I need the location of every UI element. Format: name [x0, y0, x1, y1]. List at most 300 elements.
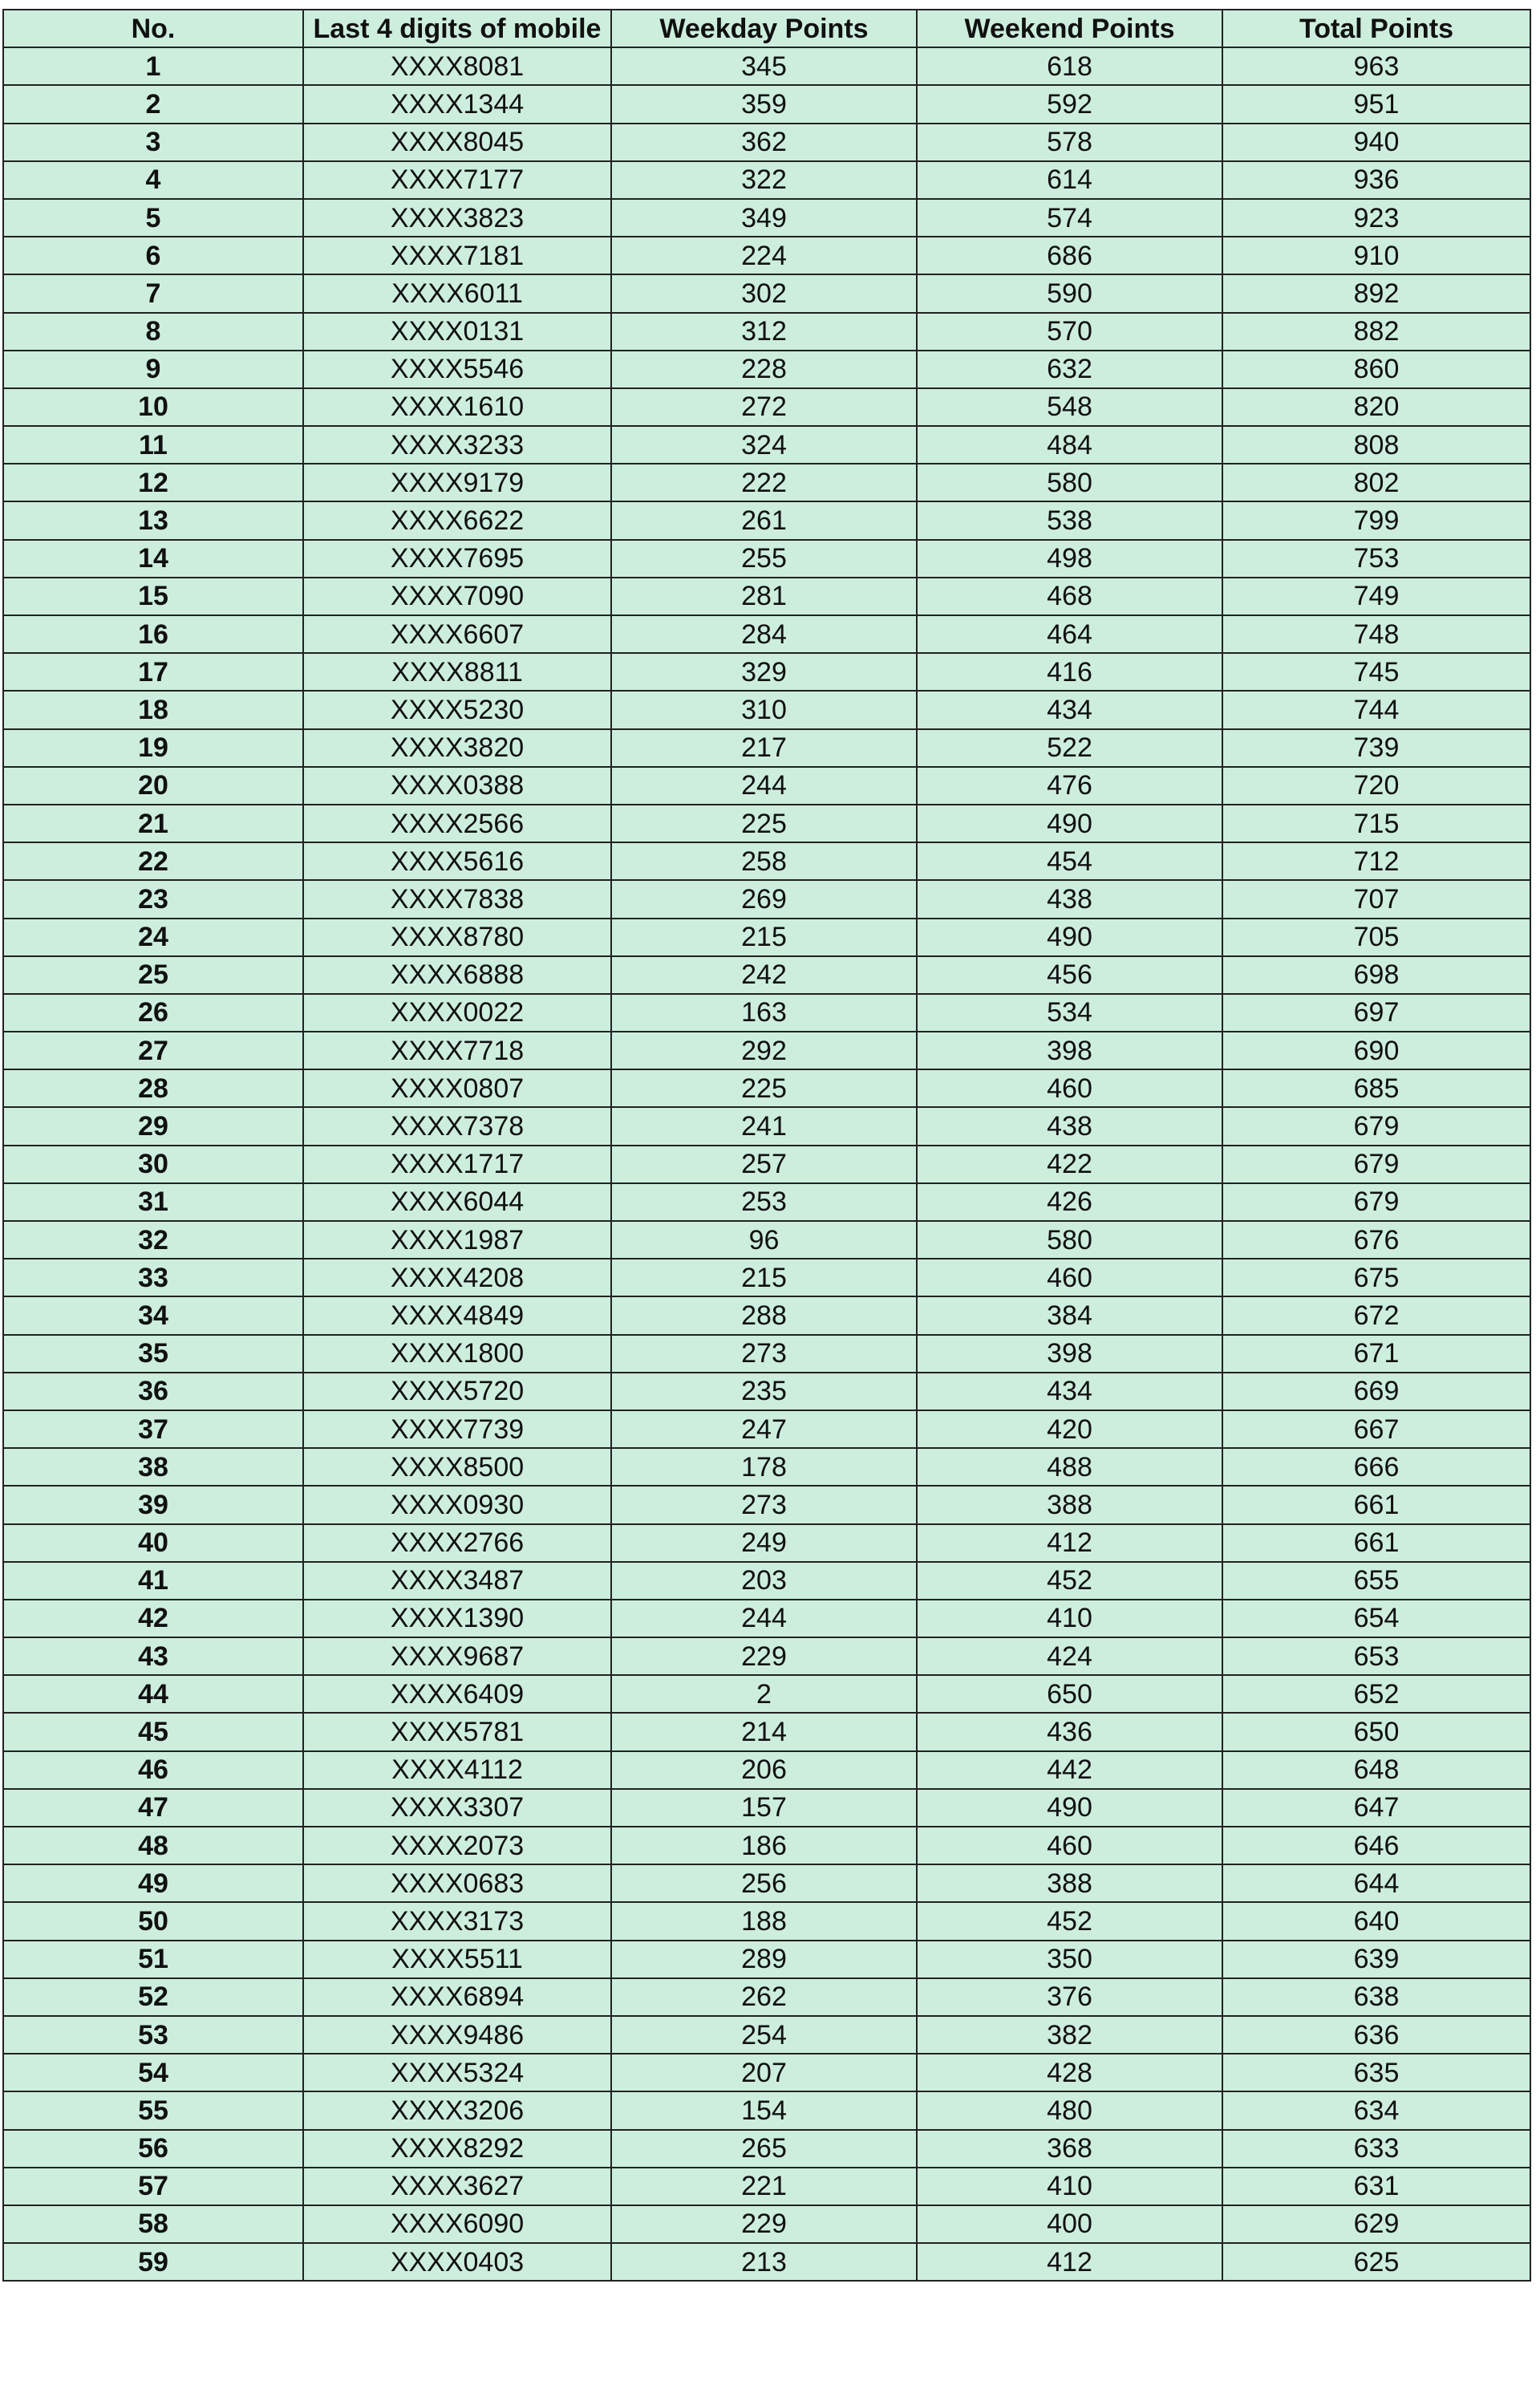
table-row	[3, 880, 1530, 918]
cell-weekday-points: 257	[611, 1146, 917, 1183]
cell-weekend-points: 460	[917, 1259, 1222, 1296]
cell-total-points: 671	[1222, 1335, 1530, 1373]
table-row	[3, 729, 1530, 767]
cell-mobile-digits: XXXX4849	[303, 1296, 611, 1334]
cell-weekday-points: 2	[611, 1675, 917, 1713]
cell-weekend-points: 442	[917, 1751, 1222, 1789]
table-row	[3, 1789, 1530, 1827]
table-row	[3, 426, 1530, 464]
table-row	[3, 464, 1530, 501]
cell-weekend-points: 456	[917, 956, 1222, 994]
cell-weekend-points: 398	[917, 1032, 1222, 1069]
cell-weekday-points: 215	[611, 1259, 917, 1296]
cell-mobile-digits: XXXX0683	[303, 1864, 611, 1902]
cell-mobile-digits: XXXX6622	[303, 501, 611, 539]
cell-weekday-points: 206	[611, 1751, 917, 1789]
cell-mobile-digits: XXXX7739	[303, 1410, 611, 1448]
cell-total-points: 679	[1222, 1146, 1530, 1183]
cell-no: 42	[3, 1600, 303, 1637]
cell-weekend-points: 416	[917, 653, 1222, 691]
cell-mobile-digits: XXXX3820	[303, 729, 611, 767]
cell-no: 31	[3, 1183, 303, 1221]
table-row	[3, 1069, 1530, 1107]
cell-weekend-points: 686	[917, 237, 1222, 274]
cell-weekday-points: 247	[611, 1410, 917, 1448]
cell-mobile-digits: XXXX5230	[303, 691, 611, 728]
cell-weekday-points: 229	[611, 2205, 917, 2243]
cell-no: 49	[3, 1864, 303, 1902]
cell-no: 47	[3, 1789, 303, 1827]
cell-mobile-digits: XXXX8780	[303, 919, 611, 956]
cell-total-points: 629	[1222, 2205, 1530, 2243]
cell-weekday-points: 217	[611, 729, 917, 767]
table-row	[3, 1524, 1530, 1562]
cell-weekday-points: 322	[611, 161, 917, 199]
table-row	[3, 2168, 1530, 2205]
cell-no: 30	[3, 1146, 303, 1183]
cell-weekday-points: 324	[611, 426, 917, 464]
cell-weekend-points: 410	[917, 2168, 1222, 2205]
cell-mobile-digits: XXXX1800	[303, 1335, 611, 1373]
header-weekday-points: Weekday Points	[611, 10, 917, 47]
table-row	[3, 351, 1530, 388]
cell-no: 41	[3, 1562, 303, 1600]
cell-total-points: 636	[1222, 2016, 1530, 2054]
table-row	[3, 199, 1530, 237]
cell-no: 38	[3, 1448, 303, 1486]
table-row	[3, 1751, 1530, 1789]
cell-no: 1	[3, 47, 303, 85]
cell-mobile-digits: XXXX0388	[303, 767, 611, 805]
cell-total-points: 653	[1222, 1637, 1530, 1675]
cell-no: 4	[3, 161, 303, 199]
cell-total-points: 744	[1222, 691, 1530, 728]
table-row	[3, 1675, 1530, 1713]
cell-total-points: 666	[1222, 1448, 1530, 1486]
cell-mobile-digits: XXXX1610	[303, 388, 611, 426]
cell-mobile-digits: XXXX0131	[303, 313, 611, 351]
cell-no: 53	[3, 2016, 303, 2054]
cell-weekday-points: 345	[611, 47, 917, 85]
cell-weekday-points: 213	[611, 2243, 917, 2281]
cell-weekday-points: 288	[611, 1296, 917, 1334]
cell-weekday-points: 188	[611, 1902, 917, 1940]
cell-weekday-points: 253	[611, 1183, 917, 1221]
cell-no: 15	[3, 578, 303, 615]
cell-total-points: 661	[1222, 1486, 1530, 1523]
table-row	[3, 1296, 1530, 1334]
header-no: No.	[3, 10, 303, 47]
cell-mobile-digits: XXXX5324	[303, 2054, 611, 2091]
cell-total-points: 690	[1222, 1032, 1530, 1069]
cell-no: 54	[3, 2054, 303, 2091]
cell-total-points: 654	[1222, 1600, 1530, 1637]
cell-no: 40	[3, 1524, 303, 1562]
table-row	[3, 994, 1530, 1032]
cell-weekday-points: 225	[611, 1069, 917, 1107]
cell-no: 36	[3, 1373, 303, 1410]
cell-weekend-points: 476	[917, 767, 1222, 805]
cell-mobile-digits: XXXX0807	[303, 1069, 611, 1107]
cell-mobile-digits: XXXX4208	[303, 1259, 611, 1296]
cell-mobile-digits: XXXX5781	[303, 1713, 611, 1750]
table-row	[3, 1032, 1530, 1069]
cell-no: 6	[3, 237, 303, 274]
table-row	[3, 1637, 1530, 1675]
table-row	[3, 919, 1530, 956]
cell-weekday-points: 310	[611, 691, 917, 728]
table-row	[3, 1486, 1530, 1523]
cell-mobile-digits: XXXX7838	[303, 880, 611, 918]
cell-no: 56	[3, 2130, 303, 2168]
cell-mobile-digits: XXXX8292	[303, 2130, 611, 2168]
cell-weekday-points: 262	[611, 1978, 917, 2016]
table-row	[3, 578, 1530, 615]
cell-mobile-digits: XXXX6044	[303, 1183, 611, 1221]
cell-weekday-points: 272	[611, 388, 917, 426]
table-row	[3, 653, 1530, 691]
cell-total-points: 860	[1222, 351, 1530, 388]
cell-mobile-digits: XXXX5511	[303, 1941, 611, 1978]
cell-mobile-digits: XXXX7378	[303, 1107, 611, 1145]
table-row	[3, 1410, 1530, 1448]
cell-total-points: 749	[1222, 578, 1530, 615]
cell-mobile-digits: XXXX7090	[303, 578, 611, 615]
cell-mobile-digits: XXXX3206	[303, 2091, 611, 2129]
cell-weekend-points: 614	[917, 161, 1222, 199]
cell-weekend-points: 376	[917, 1978, 1222, 2016]
cell-total-points: 923	[1222, 199, 1530, 237]
cell-no: 18	[3, 691, 303, 728]
cell-weekday-points: 241	[611, 1107, 917, 1145]
cell-weekday-points: 224	[611, 237, 917, 274]
cell-no: 55	[3, 2091, 303, 2129]
cell-total-points: 648	[1222, 1751, 1530, 1789]
cell-total-points: 646	[1222, 1827, 1530, 1864]
cell-weekend-points: 452	[917, 1562, 1222, 1600]
cell-weekend-points: 618	[917, 47, 1222, 85]
table-row	[3, 1562, 1530, 1600]
cell-no: 34	[3, 1296, 303, 1334]
cell-no: 45	[3, 1713, 303, 1750]
cell-total-points: 802	[1222, 464, 1530, 501]
table-row	[3, 2130, 1530, 2168]
cell-total-points: 647	[1222, 1789, 1530, 1827]
table-body	[3, 47, 1530, 2281]
cell-no: 29	[3, 1107, 303, 1145]
cell-weekend-points: 400	[917, 2205, 1222, 2243]
cell-total-points: 963	[1222, 47, 1530, 85]
cell-mobile-digits: XXXX6607	[303, 615, 611, 653]
cell-weekday-points: 261	[611, 501, 917, 539]
cell-weekend-points: 422	[917, 1146, 1222, 1183]
cell-weekend-points: 434	[917, 1373, 1222, 1410]
cell-no: 5	[3, 199, 303, 237]
cell-weekday-points: 281	[611, 578, 917, 615]
cell-weekend-points: 490	[917, 919, 1222, 956]
cell-weekday-points: 225	[611, 805, 917, 842]
cell-weekend-points: 438	[917, 880, 1222, 918]
cell-weekday-points: 269	[611, 880, 917, 918]
cell-weekend-points: 522	[917, 729, 1222, 767]
cell-total-points: 808	[1222, 426, 1530, 464]
cell-mobile-digits: XXXX6888	[303, 956, 611, 994]
cell-total-points: 633	[1222, 2130, 1530, 2168]
cell-no: 58	[3, 2205, 303, 2243]
table-row	[3, 615, 1530, 653]
table-row	[3, 2054, 1530, 2091]
cell-mobile-digits: XXXX6409	[303, 1675, 611, 1713]
cell-weekday-points: 214	[611, 1713, 917, 1750]
table-row	[3, 1373, 1530, 1410]
table-row	[3, 2016, 1530, 2054]
cell-no: 50	[3, 1902, 303, 1940]
cell-total-points: 799	[1222, 501, 1530, 539]
cell-weekday-points: 229	[611, 1637, 917, 1675]
cell-total-points: 936	[1222, 161, 1530, 199]
cell-total-points: 625	[1222, 2243, 1530, 2281]
cell-mobile-digits: XXXX1390	[303, 1600, 611, 1637]
table-row	[3, 274, 1530, 312]
cell-total-points: 712	[1222, 842, 1530, 880]
cell-no: 44	[3, 1675, 303, 1713]
cell-weekend-points: 412	[917, 1524, 1222, 1562]
table-row	[3, 237, 1530, 274]
cell-total-points: 631	[1222, 2168, 1530, 2205]
table-row	[3, 388, 1530, 426]
cell-no: 26	[3, 994, 303, 1032]
cell-total-points: 675	[1222, 1259, 1530, 1296]
cell-weekend-points: 574	[917, 199, 1222, 237]
cell-total-points: 882	[1222, 313, 1530, 351]
cell-weekend-points: 398	[917, 1335, 1222, 1373]
header-row	[3, 10, 1530, 47]
table-row	[3, 1448, 1530, 1486]
cell-weekend-points: 590	[917, 274, 1222, 312]
cell-mobile-digits: XXXX4112	[303, 1751, 611, 1789]
cell-mobile-digits: XXXX7718	[303, 1032, 611, 1069]
cell-weekday-points: 222	[611, 464, 917, 501]
cell-weekend-points: 580	[917, 464, 1222, 501]
cell-mobile-digits: XXXX6011	[303, 274, 611, 312]
cell-no: 23	[3, 880, 303, 918]
cell-mobile-digits: XXXX3627	[303, 2168, 611, 2205]
cell-mobile-digits: XXXX1717	[303, 1146, 611, 1183]
cell-weekend-points: 436	[917, 1713, 1222, 1750]
cell-no: 25	[3, 956, 303, 994]
cell-mobile-digits: XXXX6894	[303, 1978, 611, 2016]
cell-weekday-points: 265	[611, 2130, 917, 2168]
table-row	[3, 501, 1530, 539]
cell-mobile-digits: XXXX8811	[303, 653, 611, 691]
cell-no: 37	[3, 1410, 303, 1448]
cell-total-points: 820	[1222, 388, 1530, 426]
cell-mobile-digits: XXXX1344	[303, 85, 611, 123]
cell-total-points: 644	[1222, 1864, 1530, 1902]
cell-mobile-digits: XXXX7177	[303, 161, 611, 199]
table-row	[3, 1600, 1530, 1637]
cell-total-points: 640	[1222, 1902, 1530, 1940]
cell-weekend-points: 534	[917, 994, 1222, 1032]
cell-weekday-points: 186	[611, 1827, 917, 1864]
cell-weekend-points: 424	[917, 1637, 1222, 1675]
cell-weekday-points: 312	[611, 313, 917, 351]
cell-no: 43	[3, 1637, 303, 1675]
cell-weekday-points: 258	[611, 842, 917, 880]
cell-no: 2	[3, 85, 303, 123]
cell-no: 16	[3, 615, 303, 653]
cell-weekend-points: 384	[917, 1296, 1222, 1334]
cell-mobile-digits: XXXX5546	[303, 351, 611, 388]
cell-total-points: 753	[1222, 540, 1530, 578]
cell-mobile-digits: XXXX0022	[303, 994, 611, 1032]
cell-weekday-points: 254	[611, 2016, 917, 2054]
cell-weekday-points: 215	[611, 919, 917, 956]
cell-mobile-digits: XXXX3233	[303, 426, 611, 464]
cell-no: 12	[3, 464, 303, 501]
header-total-points: Total Points	[1222, 10, 1530, 47]
cell-weekend-points: 412	[917, 2243, 1222, 2281]
cell-weekday-points: 255	[611, 540, 917, 578]
cell-weekend-points: 434	[917, 691, 1222, 728]
cell-mobile-digits: XXXX5616	[303, 842, 611, 880]
cell-weekday-points: 292	[611, 1032, 917, 1069]
cell-total-points: 667	[1222, 1410, 1530, 1448]
table-row	[3, 1864, 1530, 1902]
cell-weekend-points: 580	[917, 1221, 1222, 1259]
cell-weekend-points: 382	[917, 2016, 1222, 2054]
table-row	[3, 1827, 1530, 1864]
cell-weekday-points: 207	[611, 2054, 917, 2091]
cell-weekend-points: 428	[917, 2054, 1222, 2091]
cell-total-points: 676	[1222, 1221, 1530, 1259]
cell-mobile-digits: XXXX9687	[303, 1637, 611, 1675]
cell-no: 9	[3, 351, 303, 388]
cell-total-points: 672	[1222, 1296, 1530, 1334]
cell-weekend-points: 490	[917, 805, 1222, 842]
cell-weekend-points: 548	[917, 388, 1222, 426]
table-row	[3, 313, 1530, 351]
cell-weekday-points: 249	[611, 1524, 917, 1562]
table-row	[3, 85, 1530, 123]
cell-weekend-points: 498	[917, 540, 1222, 578]
cell-weekday-points: 256	[611, 1864, 917, 1902]
cell-weekend-points: 538	[917, 501, 1222, 539]
table-row	[3, 1713, 1530, 1750]
cell-weekday-points: 235	[611, 1373, 917, 1410]
cell-weekend-points: 650	[917, 1675, 1222, 1713]
cell-no: 52	[3, 1978, 303, 2016]
cell-total-points: 745	[1222, 653, 1530, 691]
cell-no: 3	[3, 124, 303, 161]
cell-weekend-points: 460	[917, 1069, 1222, 1107]
cell-weekday-points: 289	[611, 1941, 917, 1978]
cell-no: 17	[3, 653, 303, 691]
cell-no: 27	[3, 1032, 303, 1069]
cell-weekday-points: 178	[611, 1448, 917, 1486]
cell-mobile-digits: XXXX5720	[303, 1373, 611, 1410]
cell-weekday-points: 349	[611, 199, 917, 237]
cell-total-points: 669	[1222, 1373, 1530, 1410]
cell-weekday-points: 244	[611, 1600, 917, 1637]
table-row	[3, 805, 1530, 842]
header-weekend-points: Weekend Points	[917, 10, 1222, 47]
cell-total-points: 652	[1222, 1675, 1530, 1713]
cell-total-points: 698	[1222, 956, 1530, 994]
table-row	[3, 1941, 1530, 1978]
cell-mobile-digits: XXXX2073	[303, 1827, 611, 1864]
cell-mobile-digits: XXXX6090	[303, 2205, 611, 2243]
cell-total-points: 697	[1222, 994, 1530, 1032]
cell-mobile-digits: XXXX2766	[303, 1524, 611, 1562]
cell-weekend-points: 592	[917, 85, 1222, 123]
cell-no: 10	[3, 388, 303, 426]
cell-mobile-digits: XXXX1987	[303, 1221, 611, 1259]
cell-weekend-points: 468	[917, 578, 1222, 615]
cell-no: 22	[3, 842, 303, 880]
cell-total-points: 655	[1222, 1562, 1530, 1600]
cell-weekday-points: 302	[611, 274, 917, 312]
cell-no: 32	[3, 1221, 303, 1259]
cell-weekend-points: 350	[917, 1941, 1222, 1978]
cell-weekend-points: 464	[917, 615, 1222, 653]
cell-weekend-points: 570	[917, 313, 1222, 351]
table-row	[3, 124, 1530, 161]
cell-weekend-points: 452	[917, 1902, 1222, 1940]
cell-no: 28	[3, 1069, 303, 1107]
cell-no: 20	[3, 767, 303, 805]
cell-weekend-points: 438	[917, 1107, 1222, 1145]
cell-mobile-digits: XXXX3487	[303, 1562, 611, 1600]
cell-mobile-digits: XXXX7695	[303, 540, 611, 578]
cell-weekday-points: 96	[611, 1221, 917, 1259]
cell-mobile-digits: XXXX8500	[303, 1448, 611, 1486]
table-row	[3, 47, 1530, 85]
cell-no: 8	[3, 313, 303, 351]
table-row	[3, 540, 1530, 578]
cell-total-points: 661	[1222, 1524, 1530, 1562]
cell-mobile-digits: XXXX0930	[303, 1486, 611, 1523]
cell-weekend-points: 368	[917, 2130, 1222, 2168]
cell-total-points: 638	[1222, 1978, 1530, 2016]
cell-total-points: 892	[1222, 274, 1530, 312]
cell-no: 33	[3, 1259, 303, 1296]
cell-weekday-points: 163	[611, 994, 917, 1032]
cell-weekend-points: 490	[917, 1789, 1222, 1827]
table-row	[3, 1978, 1530, 2016]
cell-weekday-points: 154	[611, 2091, 917, 2129]
cell-total-points: 739	[1222, 729, 1530, 767]
cell-mobile-digits: XXXX0403	[303, 2243, 611, 2281]
cell-no: 19	[3, 729, 303, 767]
cell-no: 24	[3, 919, 303, 956]
cell-mobile-digits: XXXX8081	[303, 47, 611, 85]
cell-no: 46	[3, 1751, 303, 1789]
cell-weekend-points: 388	[917, 1486, 1222, 1523]
cell-no: 21	[3, 805, 303, 842]
cell-no: 59	[3, 2243, 303, 2281]
cell-no: 13	[3, 501, 303, 539]
cell-weekend-points: 388	[917, 1864, 1222, 1902]
cell-weekday-points: 221	[611, 2168, 917, 2205]
cell-weekend-points: 460	[917, 1827, 1222, 1864]
cell-total-points: 715	[1222, 805, 1530, 842]
cell-total-points: 748	[1222, 615, 1530, 653]
cell-mobile-digits: XXXX3173	[303, 1902, 611, 1940]
cell-total-points: 639	[1222, 1941, 1530, 1978]
cell-no: 14	[3, 540, 303, 578]
cell-mobile-digits: XXXX9486	[303, 2016, 611, 2054]
